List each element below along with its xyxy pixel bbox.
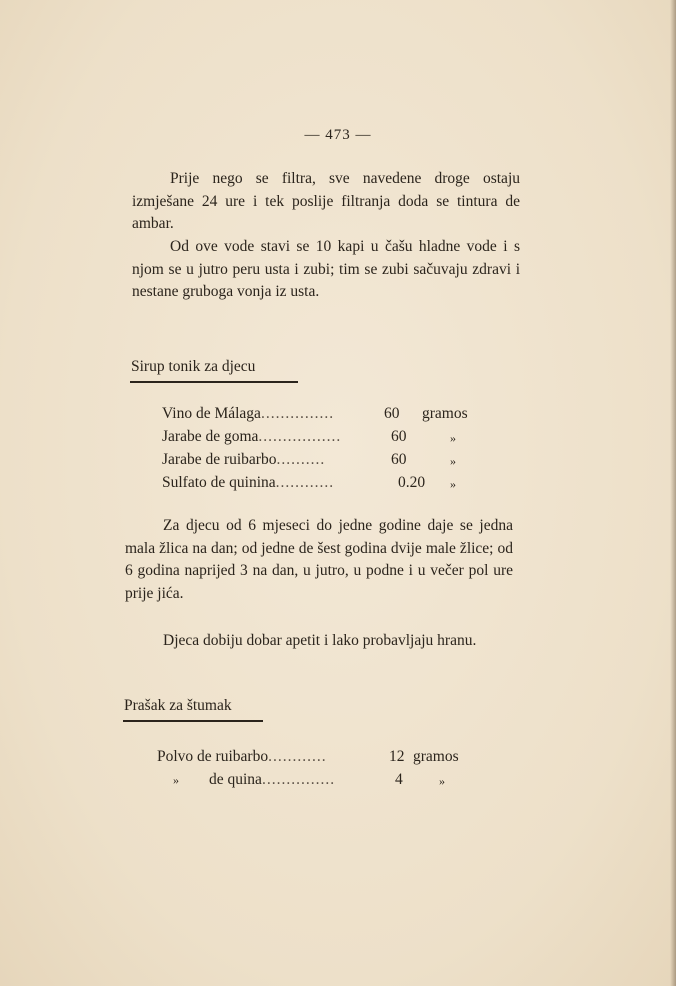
section-1-paragraph-1-text: Za djecu od 6 mjeseci do jedne godine daje se jedna mala žlica na dan; od jedne de šest godina dvije male žlice; od 6 godina naprijed 3 na dan, u jutro, u podne i u večer pol ure prije jića. [125,517,513,602]
ingredient-row [162,405,502,428]
section-1-paragraph-2-text: Djeca dobiju dobar apetit i lako probavljaju hranu. [163,632,477,649]
ingredient-dots: .......... [276,451,326,468]
ingredient-dots: ................. [258,428,342,445]
section-2-ingredient-list [157,748,497,794]
ingredient-name: Jarabe de goma [162,428,259,445]
ingredient-unit-ditto: » [450,477,456,491]
intro-paragraph-1 [132,168,520,236]
ingredient-unit: gramos [413,748,459,765]
ingredient-row [157,771,497,794]
ingredient-unit-ditto: » [450,431,456,445]
ingredient-quantity: 60 [384,405,400,422]
ingredient-quantity: 12 [389,748,405,765]
ingredient-name: Sulfato de quinina [162,474,276,491]
ingredient-name: Jarabe de ruibarbo [162,451,277,468]
ingredient-unit-ditto: » [439,774,445,788]
ingredient-name: de quina [209,771,262,788]
section-1-paragraph-2 [125,630,513,653]
section-1-paragraph-1 [125,515,513,605]
ingredient-name: Vino de Málaga [162,405,261,422]
ingredient-unit-ditto: » [450,454,456,468]
section-2-heading: Prašak za štumak [124,697,232,714]
intro-paragraph-2 [132,236,520,304]
ingredient-prefix-ditto: » [173,773,179,787]
ingredient-quantity: 0.20 [398,474,426,491]
ingredient-quantity: 4 [395,771,403,788]
ingredient-quantity: 60 [391,451,407,468]
ingredient-dots: ............ [275,474,335,491]
ingredient-row [162,451,502,474]
ingredient-unit: gramos [422,405,468,422]
ingredient-dots: ............ [268,748,327,765]
section-1-ingredient-list [162,405,502,497]
ingredient-row [157,748,497,771]
page-number: — 473 — [304,127,372,143]
ingredient-row [162,428,502,451]
section-1-heading: Sirup tonik za djecu [131,358,256,375]
ingredient-name: Polvo de ruibarbo [157,748,269,765]
ingredient-dots: ............... [261,771,336,788]
section-1-underline [130,381,298,383]
section-2-underline [123,720,263,722]
intro-paragraph-2-text: Od ove vode stavi se 10 kapi u čašu hladne vode i s njom se u jutro peru usta i zubi; tim se zubi sačuvaju zdravi i nestane gruboga vonja iz usta. [132,238,520,300]
ingredient-row [162,474,502,497]
intro-paragraph-1-text: Prije nego se filtra, sve navedene droge ostaju izmješane 24 ure i tek poslije filtranja doda se tintura de ambar. [132,170,520,232]
ingredient-quantity: 60 [391,428,407,445]
page-edge-shadow [670,0,676,986]
ingredient-dots: ............... [260,405,335,422]
